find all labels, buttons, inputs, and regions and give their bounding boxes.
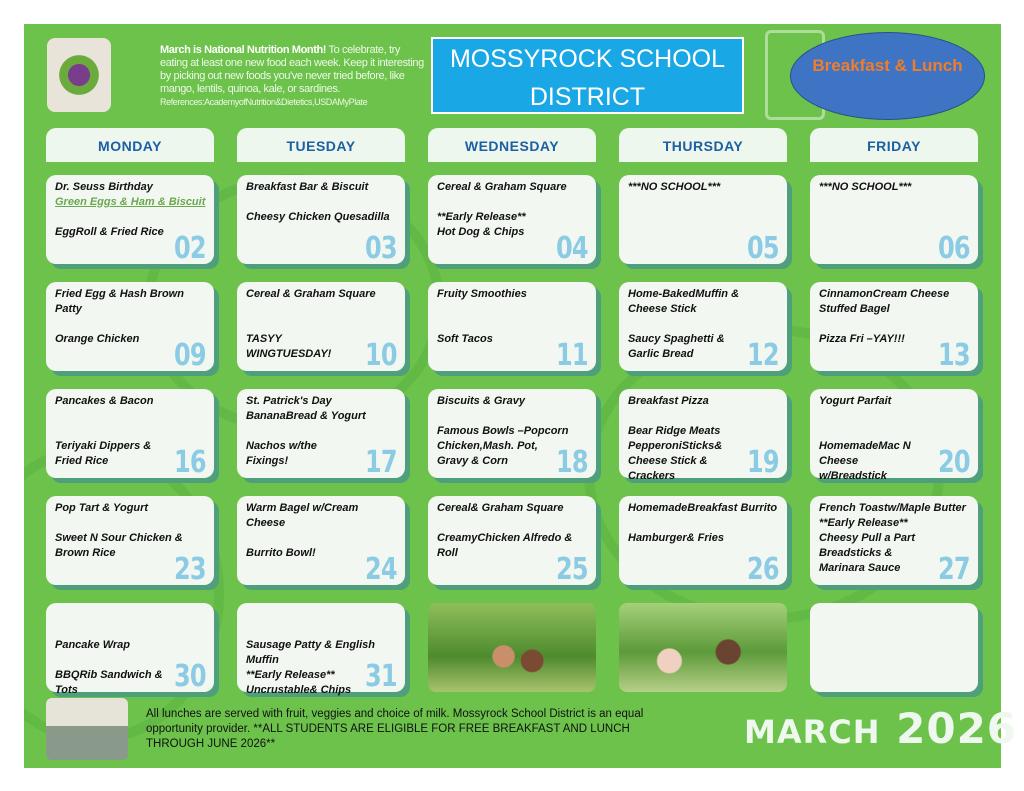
menu-item: Uncrustable& Chips bbox=[246, 684, 352, 696]
day-cell bbox=[237, 496, 405, 585]
menu-item: Pancakes & Bacon bbox=[55, 395, 154, 407]
menu-item: Pancake Wrap bbox=[55, 639, 131, 651]
date-number: 10 bbox=[365, 338, 397, 373]
day-cell bbox=[810, 389, 978, 482]
spacer bbox=[246, 608, 399, 623]
menu-item: Dr. Seuss Birthday bbox=[55, 181, 153, 193]
spacer bbox=[246, 531, 399, 546]
spacer bbox=[55, 608, 208, 623]
day-cell bbox=[619, 496, 787, 585]
day-header-monday: MONDAY bbox=[46, 128, 214, 162]
menu-item: Breakfast Bar & Biscuit bbox=[246, 181, 369, 193]
number-reserve bbox=[737, 337, 781, 371]
number-reserve bbox=[164, 230, 208, 264]
day-cell bbox=[810, 496, 978, 585]
date-number: 25 bbox=[556, 552, 588, 587]
menu-item: Orange Chicken bbox=[55, 333, 140, 345]
number-reserve bbox=[928, 551, 972, 585]
menu-item: Home-BakedMuffin & Cheese Stick bbox=[628, 288, 740, 315]
date-number: 12 bbox=[747, 338, 779, 373]
number-reserve bbox=[546, 337, 590, 371]
day-cell bbox=[46, 282, 214, 371]
menu-item: Breakfast Pizza bbox=[628, 395, 709, 407]
salad-bowl-image bbox=[47, 38, 111, 112]
menu-item: Teriyaki Dippers & Fried Rice bbox=[55, 440, 152, 467]
menu-item: Cheesy Pull a Part Breadsticks & Marinara Sauce bbox=[819, 532, 915, 574]
date-number: 24 bbox=[365, 552, 397, 587]
nutrition-month-note bbox=[160, 44, 424, 109]
menu-text bbox=[437, 501, 590, 585]
menu-text bbox=[819, 180, 972, 264]
menu-item: Warm Bagel w/Cream Cheese bbox=[246, 502, 359, 529]
menu-text bbox=[628, 501, 781, 585]
day-cell bbox=[810, 603, 978, 692]
number-reserve bbox=[928, 337, 972, 371]
menu-text bbox=[55, 287, 208, 371]
date-number: 30 bbox=[174, 659, 206, 694]
date-number: 19 bbox=[747, 445, 779, 480]
day-cell bbox=[46, 175, 214, 264]
number-reserve bbox=[164, 551, 208, 585]
menu-text bbox=[246, 608, 399, 696]
day-cell bbox=[46, 496, 214, 585]
menu-item: Cereal& Graham Square bbox=[437, 502, 564, 514]
date-number: 17 bbox=[365, 445, 397, 480]
menu-text bbox=[55, 394, 208, 478]
date-number: 16 bbox=[174, 445, 206, 480]
spacer bbox=[246, 195, 399, 210]
menu-item: Hamburger& Fries bbox=[628, 532, 724, 544]
number-reserve bbox=[546, 444, 590, 478]
spacer bbox=[819, 409, 972, 424]
menu-text bbox=[55, 501, 208, 585]
menu-item: Famous Bowls –Popcorn Chicken,Mash. Pot, Gravy & Corn bbox=[437, 425, 569, 467]
spacer bbox=[437, 409, 590, 424]
date-number: 09 bbox=[174, 338, 206, 373]
menu-item: PepperoniSticks& Cheese Stick & Crackers bbox=[628, 440, 723, 482]
menu-item: CinnamonCream Cheese Stuffed Bagel bbox=[819, 288, 950, 315]
number-reserve bbox=[546, 551, 590, 585]
menu-text bbox=[628, 287, 781, 371]
menu-item: Soft Tacos bbox=[437, 333, 493, 345]
menu-item: ***NO SCHOOL*** bbox=[628, 181, 721, 193]
number-reserve bbox=[164, 658, 208, 692]
menu-item: Cereal & Graham Square bbox=[246, 288, 376, 300]
spacer bbox=[55, 424, 208, 439]
day-cell bbox=[237, 603, 405, 696]
day-header-friday: FRIDAY bbox=[810, 128, 978, 162]
spacer bbox=[437, 516, 590, 531]
number-reserve bbox=[164, 444, 208, 478]
menu-text bbox=[437, 180, 590, 264]
day-cell bbox=[428, 175, 596, 264]
menu-text bbox=[246, 501, 399, 585]
day-cell bbox=[46, 389, 214, 478]
spacer bbox=[437, 317, 590, 332]
menu-item: Biscuits & Gravy bbox=[437, 395, 526, 407]
day-header-tuesday: TUESDAY bbox=[237, 128, 405, 162]
menu-text bbox=[246, 287, 399, 371]
kids-running-photo bbox=[428, 603, 596, 692]
breakfast-lunch-badge: Breakfast & Lunch bbox=[790, 32, 985, 120]
menu-text bbox=[55, 180, 208, 264]
menu-item: Pop Tart & Yogurt bbox=[55, 502, 149, 514]
menu-text bbox=[628, 394, 781, 482]
menu-item: Cereal & Graham Square bbox=[437, 181, 567, 193]
date-number: 02 bbox=[174, 231, 206, 266]
menu-item: Nachos w/the Fixings! bbox=[246, 440, 317, 467]
menu-item: HomemadeBreakfast Burrito bbox=[628, 502, 778, 514]
menu-text bbox=[819, 608, 972, 692]
spacer bbox=[55, 516, 208, 531]
spacer bbox=[437, 302, 590, 317]
day-cell bbox=[237, 389, 405, 478]
menu-text bbox=[819, 394, 972, 482]
day-header-thursday: THURSDAY bbox=[619, 128, 787, 162]
date-number: 31 bbox=[365, 659, 397, 694]
number-reserve bbox=[164, 337, 208, 371]
spacer bbox=[628, 516, 781, 531]
students-photo bbox=[46, 698, 128, 760]
menu-item: **Early Release** bbox=[819, 517, 908, 529]
number-reserve bbox=[355, 658, 399, 692]
date-number: 04 bbox=[556, 231, 588, 266]
menu-text bbox=[246, 394, 399, 478]
intro-references: References:AcademyofNutrition&Dietetics,USDAMyPlate bbox=[160, 97, 368, 107]
spacer bbox=[628, 317, 781, 332]
day-cell bbox=[810, 282, 978, 371]
day-cell bbox=[619, 175, 787, 264]
number-reserve bbox=[928, 230, 972, 264]
day-cell bbox=[428, 389, 596, 478]
menu-text bbox=[246, 180, 399, 264]
spacer bbox=[246, 302, 399, 317]
number-reserve bbox=[737, 551, 781, 585]
number-reserve bbox=[355, 444, 399, 478]
date-number: 18 bbox=[556, 445, 588, 480]
footer-note: All lunches are served with fruit, veggies and choice of milk. Mossyrock School District is an equal opportunity provider. **ALL STUDENTS ARE ELIGIBLE FOR FREE BREAKFAST AND LUNCH THROUGH JUNE 2026** bbox=[146, 708, 644, 750]
date-number: 06 bbox=[938, 231, 970, 266]
day-cell bbox=[619, 389, 787, 482]
menu-item: Yogurt Parfait bbox=[819, 395, 892, 407]
date-number: 05 bbox=[747, 231, 779, 266]
number-reserve bbox=[928, 444, 972, 478]
menu-item: Bear Ridge Meats bbox=[628, 425, 721, 437]
number-reserve bbox=[737, 444, 781, 478]
number-reserve bbox=[546, 230, 590, 264]
menu-text bbox=[437, 287, 590, 371]
date-number: 27 bbox=[938, 552, 970, 587]
spacer bbox=[819, 317, 972, 332]
day-cell bbox=[428, 496, 596, 585]
date-number: 26 bbox=[747, 552, 779, 587]
spacer bbox=[55, 623, 208, 638]
menu-item: EggRoll & Fried Rice bbox=[55, 226, 164, 238]
menu-item: St. Patrick's Day BananaBread & Yogurt bbox=[246, 395, 366, 422]
menu-text bbox=[819, 287, 972, 371]
menu-item: Cheesy Chicken Quesadilla bbox=[246, 211, 390, 223]
month-label: MARCH bbox=[744, 713, 881, 751]
menu-item: CreamyChicken Alfredo & Roll bbox=[437, 532, 573, 559]
spacer bbox=[55, 210, 208, 225]
number-reserve bbox=[355, 337, 399, 371]
day-cell bbox=[619, 282, 787, 371]
menu-item: Fruity Smoothies bbox=[437, 288, 527, 300]
menu-item: Saucy Spaghetti & Garlic Bread bbox=[628, 333, 725, 360]
menu-item: HomemadeMac N Cheese w/Breadstick bbox=[819, 440, 911, 482]
number-reserve bbox=[355, 551, 399, 585]
day-cell bbox=[810, 175, 978, 264]
day-cell bbox=[237, 282, 405, 371]
menu-item: **Early Release** bbox=[246, 669, 335, 681]
menu-item: ***NO SCHOOL*** bbox=[819, 181, 912, 193]
menu-link-text[interactable]: Green Eggs & Ham & Biscuit bbox=[55, 196, 206, 208]
spacer bbox=[246, 317, 399, 332]
menu-item: TASYY WINGTUESDAY! bbox=[246, 333, 332, 360]
date-number: 03 bbox=[365, 231, 397, 266]
menu-item: Sausage Patty & English Muffin bbox=[246, 639, 375, 666]
spacer bbox=[819, 424, 972, 439]
menu-item: Fried Egg & Hash Brown Patty bbox=[55, 288, 184, 315]
spacer bbox=[246, 623, 399, 638]
day-cell bbox=[428, 282, 596, 371]
day-header-wednesday: WEDNESDAY bbox=[428, 128, 596, 162]
menu-text bbox=[437, 394, 590, 478]
menu-item: Pizza Fri –YAY!!! bbox=[819, 333, 905, 345]
menu-item: **Early Release** bbox=[437, 211, 526, 223]
spacer bbox=[437, 195, 590, 210]
number-reserve bbox=[355, 230, 399, 264]
page-title: MOSSYROCK SCHOOL DISTRICT bbox=[431, 37, 744, 114]
intro-heading: March is National Nutrition Month! bbox=[160, 44, 327, 56]
menu-item: Sweet N Sour Chicken & Brown Rice bbox=[55, 532, 183, 559]
month-year-label bbox=[744, 704, 1017, 753]
intro-text: To celebrate, try eating at least one new food each week. Keep it interesting by picking out new foods you've never tried before, like mango, lentils, quinoa, kale, or sardines. bbox=[160, 44, 424, 95]
menu-text bbox=[819, 501, 972, 585]
date-number: 11 bbox=[556, 338, 588, 373]
kids-playing-photo bbox=[619, 603, 787, 692]
spacer bbox=[246, 424, 399, 439]
day-cell bbox=[237, 175, 405, 264]
spacer bbox=[55, 409, 208, 424]
menu-text bbox=[628, 180, 781, 264]
spacer bbox=[55, 317, 208, 332]
date-number: 23 bbox=[174, 552, 206, 587]
menu-item: Burrito Bowl! bbox=[246, 547, 316, 559]
spacer bbox=[628, 409, 781, 424]
menu-text bbox=[55, 608, 208, 696]
date-number: 20 bbox=[938, 445, 970, 480]
number-reserve bbox=[737, 230, 781, 264]
date-number: 13 bbox=[938, 338, 970, 373]
year-label: 2026 bbox=[896, 704, 1018, 753]
menu-link[interactable] bbox=[55, 195, 208, 210]
menu-item: BBQRib Sandwich & Tots bbox=[55, 669, 163, 696]
day-cell bbox=[46, 603, 214, 696]
menu-item: French Toastw/Maple Butter bbox=[819, 502, 966, 514]
menu-item: Hot Dog & Chips bbox=[437, 226, 525, 238]
